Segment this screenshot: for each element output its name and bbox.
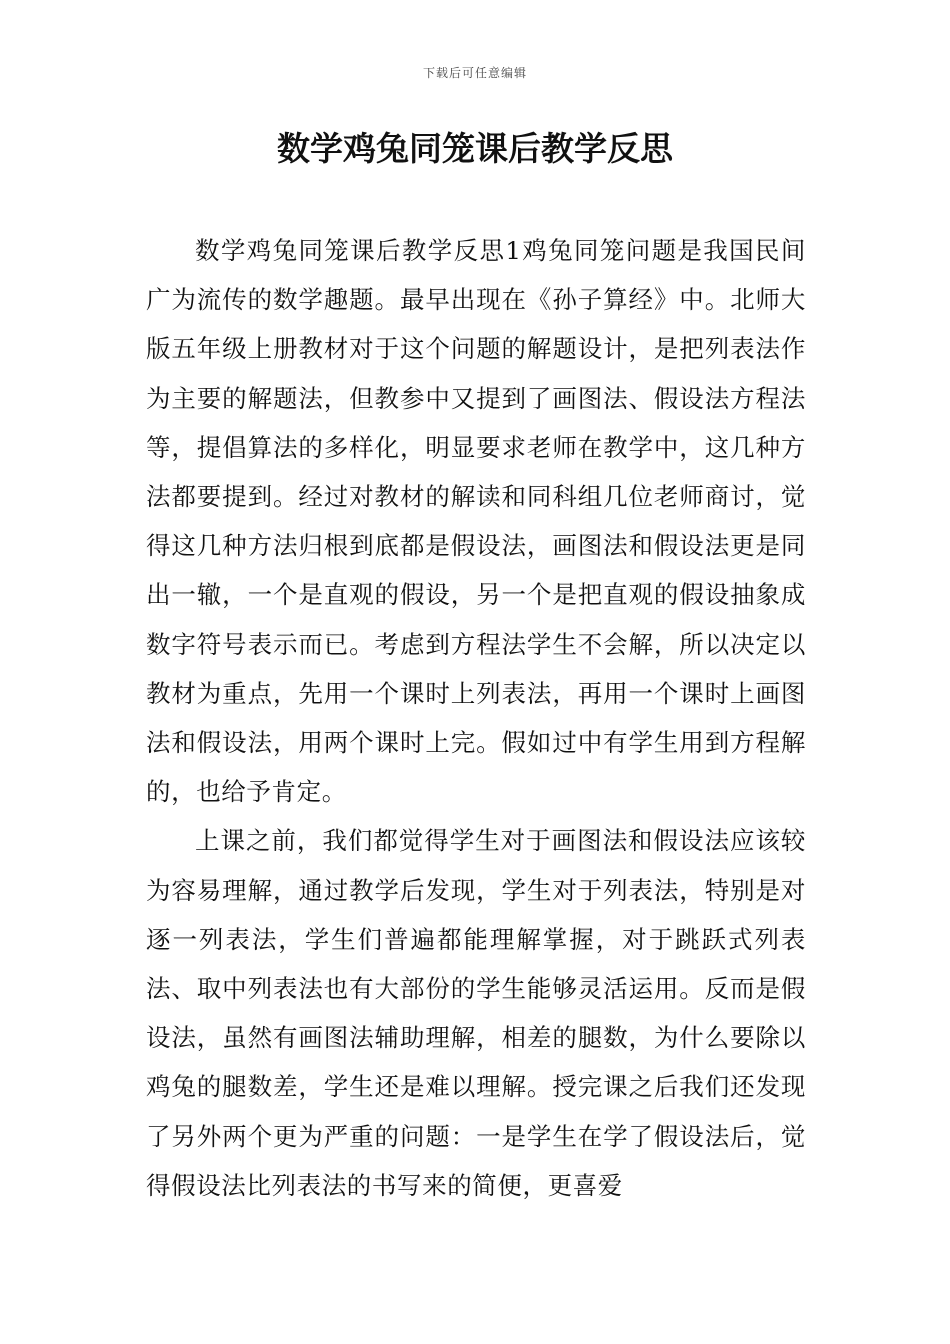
document-title: 数学鸡兔同笼课后教学反思: [277, 129, 673, 168]
document-body: [146, 226, 806, 1210]
paragraph: 数学鸡兔同笼课后教学反思1鸡兔同笼问题是我国民间广为流传的数学趣题。最早出现在《孙子算经》中。北师大版五年级上册教材对于这个问题的解题设计，是把列表法作为主要的解题法，但教参中又提到了画图法、假设法方程法等，提倡算法的多样化，明显要求老师在教学中，这几种方法都要提到。经过对教材的解读和同科组几位老师商讨，觉得这几种方法归根到底都是假设法，画图法和假设法更是同出一辙，一个是直观的假设，另一个是把直观的假设抽象成数字符号表示而已。考虑到方程法学生不会解，所以决定以教材为重点，先用一个课时上列表法，再用一个课时上画图法和假设法，用两个课时上完。假如过中有学生用到方程解的，也给予肯定。: [146, 236, 806, 807]
page-header-note: 下载后可任意编辑: [422, 66, 527, 80]
paragraph: 上课之前，我们都觉得学生对于画图法和假设法应该较为容易理解，通过教学后发现，学生对于列表法，特别是对逐一列表法，学生们普遍都能理解掌握，对于跳跃式列表法、取中列表法也有大部份的学生能够灵活运用。反而是假设法，虽然有画图法辅助理解，相差的腿数，为什么要除以鸡兔的腿数差，学生还是难以理解。授完课之后我们还发现了另外两个更为严重的问题：一是学生在学了假设法后，觉得假设法比列表法的书写来的简便，更喜爱: [146, 826, 806, 1200]
